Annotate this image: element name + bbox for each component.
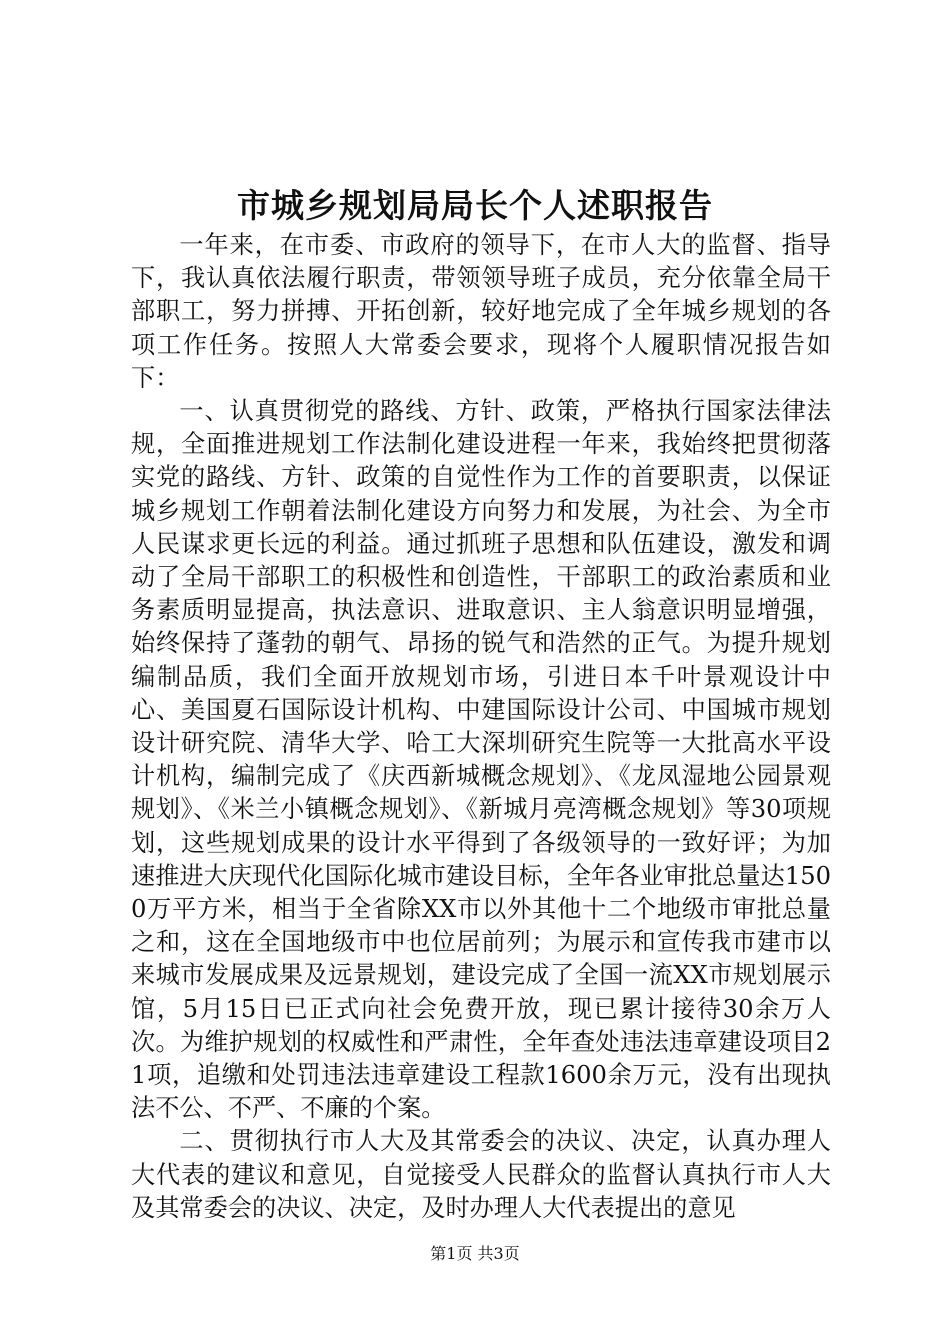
page-number: 第1页 共3页 bbox=[430, 1244, 520, 1263]
paragraph-section-1: 一、认真贯彻党的路线、方针、政策，严格执行国家法律法规，全面推进规划工作法制化建设进程一年来，我始终把贯彻落实党的路线、方针、政策的自觉性作为工作的首要职责，以保证城乡规划工作朝着法制化建设方向努力和发展，为社会、为全市人民谋求更长远的利益。通过抓班子思想和队伍建设，激发和调动了全局干部职工的积极性和创造性，干部职工的政治素质和业务素质明显提高，执法意识、进取意识、主人翁意识明显增强，始终保持了蓬勃的朝气、昂扬的锐气和浩然的正气。为提升规划编制品质，我们全面开放规划市场，引进日本千叶景观设计中心、美国夏石国际设计机构、中建国际设计公司、中国城市规划设计研究院、清华大学、哈工大深圳研究生院等一大批高水平设计机构，编制完成了《庆西新城概念规划》、《龙凤湿地公园景观规划》、《米兰小镇概念规划》、《新城月亮湾概念规划》等30项规划，这些规划成果的设计水平得到了各级领导的一致好评；为加速推进大庆现代化国际化城市建设目标，全年各业审批总量达1500万平方米，相当于全省除XX市以外其他十二个地级市审批总量之和，这在全国地级市中也位居前列；为展示和宣传我市建市以来城市发展成果及远景规划，建设完成了全国一流XX市规划展示馆，5月15日已正式向社会免费开放，现已累计接待30余万人次。为维护规划的权威性和严肃性，全年查处违法违章建设项目21项，追缴和处罚违法违章建设工程款1600余万元，没有出现执法不公、不严、不廉的个案。 bbox=[131, 397, 831, 1123]
document-title: 市城乡规划局局长个人述职报告 bbox=[237, 186, 713, 225]
document-body bbox=[131, 229, 831, 1225]
paragraph-section-2: 二、贯彻执行市人大及其常委会的决议、决定，认真办理人大代表的建议和意见，自觉接受人民群众的监督认真执行市人大及其常委会的决议、决定，及时办理人大代表提出的意见 bbox=[131, 1127, 831, 1222]
paragraph-intro: 一年来，在市委、市政府的领导下，在市人大的监督、指导下，我认真依法履行职责，带领领导班子成员，充分依靠全局干部职工，努力拼搏、开拓创新，较好地完成了全年城乡规划的各项工作任务。按照人大常委会要求，现将个人履职情况报告如下： bbox=[131, 231, 831, 392]
